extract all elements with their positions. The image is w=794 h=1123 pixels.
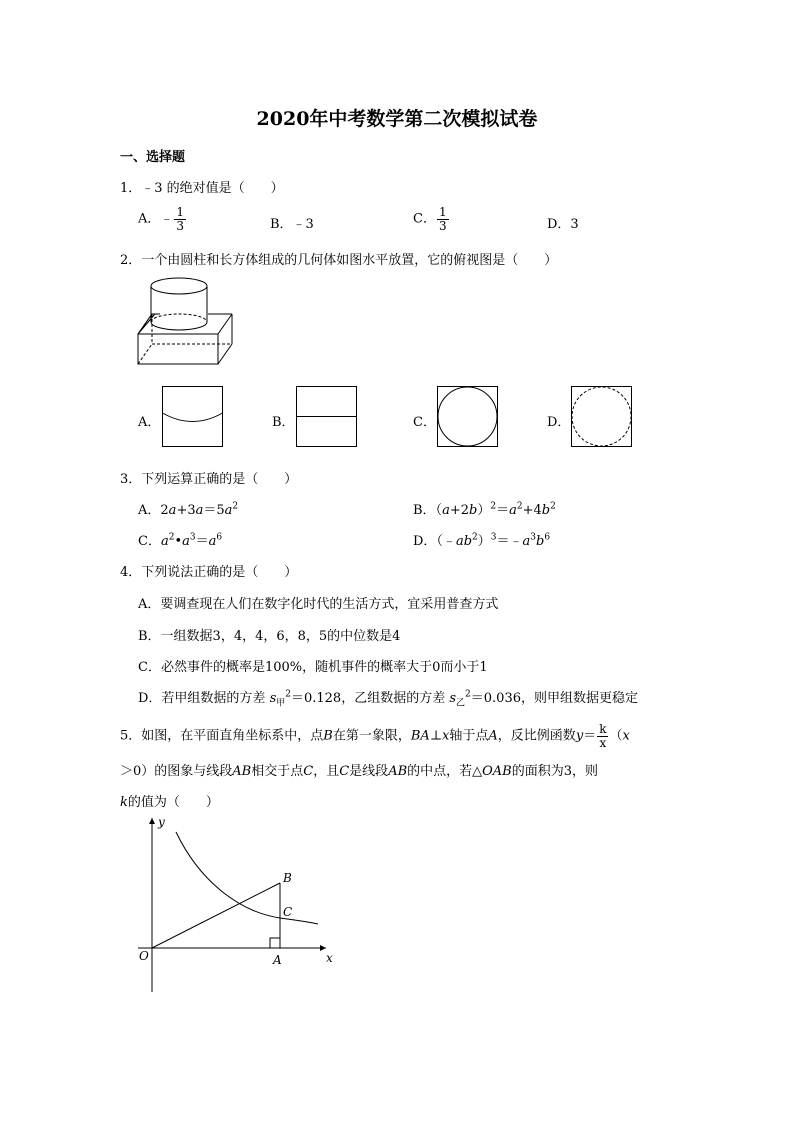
q4-stem: 4．下列说法正确的是（ ）	[120, 565, 298, 580]
q4-option-b: B．一组数据3，4，4，6，8，5的中位数是4	[138, 629, 401, 644]
q2-option-d-label: D．	[547, 415, 571, 430]
q2-option-c-label: C．	[413, 415, 436, 430]
q4-option-c: C．必然事件的概率是100%，随机事件的概率大于0而小于1	[138, 660, 488, 675]
q4-option-d: D．若甲组数据的方差 $s_甲^2=0.128$，乙组数据的方差 $s_乙^2=0.036$，则甲组数据更稳定	[138, 689, 638, 709]
label-y: y	[158, 815, 165, 829]
label-o: O	[139, 949, 149, 963]
q1-option-b: B．﹣3	[270, 217, 314, 232]
q1-option-c: C． $\frac{1}{3}$	[413, 205, 447, 233]
label-b: B	[283, 871, 292, 885]
q5-coordinate-figure	[130, 812, 345, 997]
label-x: x	[326, 951, 333, 965]
q1-a-fraction: $\frac{1}{3}$	[176, 205, 185, 233]
q2-option-d-figure	[571, 386, 633, 448]
q2-option-c-figure	[437, 386, 499, 448]
q3-option-d: D．$(﹣ab^2)^3=﹣a^3b^6$	[413, 532, 551, 549]
q1-option-d: D．3	[547, 217, 579, 232]
q5-line-1: 5．如图，在平面直角坐标系中，点B在第一象限，BA⊥x轴于点A，反比例函数y＝ $\frac{k}{x}$ （x	[120, 722, 630, 750]
hyperbola-curve	[176, 832, 318, 924]
q4-option-a: A．要调查现在人们在数字化时代的生活方式，宜采用普查方式	[138, 597, 499, 612]
q2-option-a-figure	[162, 386, 224, 448]
page-title: 2020年中考数学第二次模拟试卷	[256, 108, 538, 130]
q3-option-a: A．$2a+3a=5a^2$	[138, 501, 239, 518]
q2-solid-figure	[130, 276, 230, 371]
q5-line-2: ＞0）的图象与线段AB相交于点C，且C是线段AB的中点，若△OAB的面积为3，则	[120, 764, 599, 779]
q2-option-a-label: A．	[138, 415, 161, 430]
label-a: A	[273, 953, 282, 967]
q5-k-over-x: $\frac{k}{x}$	[599, 722, 607, 750]
q1-option-a: A．﹣ $\frac{1}{3}$	[138, 205, 185, 233]
section-heading: 一、选择题	[120, 150, 186, 165]
label-c: C	[283, 905, 293, 919]
q3-stem: 3．下列运算正确的是（ ）	[120, 472, 298, 487]
q2-option-b-label: B．	[272, 415, 295, 430]
right-angle-mark	[270, 938, 280, 948]
segment-ob	[152, 883, 280, 948]
q5-line-3: k的值为（ ）	[120, 795, 219, 810]
q3-option-b: B．$(a+2b)^2=a^2+4b^2$	[413, 501, 556, 518]
q2-stem: 2．一个由圆柱和长方体组成的几何体如图水平放置，它的俯视图是（ ）	[120, 253, 558, 268]
q1-stem: 1．﹣3 的绝对值是（ ）	[120, 181, 284, 196]
q1-c-fraction: $\frac{1}{3}$	[438, 205, 447, 233]
q2-option-b-figure	[296, 386, 358, 448]
q3-option-c: C．$a^2•a^3=a^6$	[138, 532, 223, 549]
